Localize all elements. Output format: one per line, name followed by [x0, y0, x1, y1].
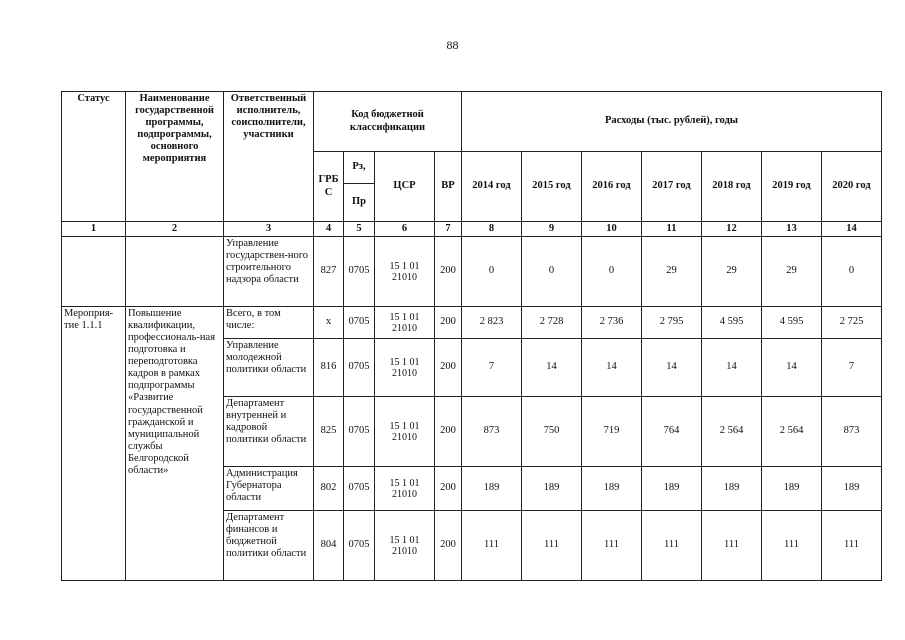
index-cell: 14: [822, 222, 882, 237]
value-cell: 2 736: [582, 307, 642, 339]
value-cell: 0: [462, 237, 522, 307]
value-cell: 4 595: [702, 307, 762, 339]
executor-cell: Управление молодежной политики области: [224, 339, 314, 397]
index-cell: 13: [762, 222, 822, 237]
value-cell: 189: [462, 467, 522, 511]
vr-cell: 200: [435, 237, 462, 307]
value-cell: 14: [762, 339, 822, 397]
header-year: 2017 год: [642, 152, 702, 222]
header-pr: Пр: [344, 184, 375, 222]
value-cell: 189: [762, 467, 822, 511]
index-cell: 10: [582, 222, 642, 237]
vr-cell: 200: [435, 339, 462, 397]
index-cell: 12: [702, 222, 762, 237]
grbs-cell: 802: [314, 467, 344, 511]
rzpr-cell: 0705: [344, 307, 375, 339]
executor-cell: Департамент финансов и бюджетной политики области: [224, 511, 314, 581]
csr-cell: 15 1 01 21010: [375, 339, 435, 397]
value-cell: 14: [582, 339, 642, 397]
index-cell: 8: [462, 222, 522, 237]
executor-cell: Администрация Губернатора области: [224, 467, 314, 511]
header-rz: Рз,: [344, 152, 375, 184]
value-cell: 111: [702, 511, 762, 581]
index-cell: 6: [375, 222, 435, 237]
header-budget-code: Код бюджетной классификации: [314, 92, 462, 152]
csr-cell: 15 1 01 21010: [375, 307, 435, 339]
value-cell: 111: [462, 511, 522, 581]
header-name: Наименование государственной программы, подпрограммы, основного мероприятия: [126, 92, 224, 222]
grbs-cell: 827: [314, 237, 344, 307]
executor-cell: Департамент внутренней и кадровой политики области: [224, 397, 314, 467]
value-cell: 111: [642, 511, 702, 581]
value-cell: 2 564: [762, 397, 822, 467]
header-status: Статус: [62, 92, 126, 222]
grbs-cell: х: [314, 307, 344, 339]
header-vr: ВР: [435, 152, 462, 222]
header-year: 2014 год: [462, 152, 522, 222]
status-cell: [62, 237, 126, 307]
value-cell: 29: [702, 237, 762, 307]
rzpr-cell: 0705: [344, 339, 375, 397]
value-cell: 189: [642, 467, 702, 511]
value-cell: 14: [702, 339, 762, 397]
value-cell: 111: [582, 511, 642, 581]
budget-table: [61, 91, 882, 581]
rzpr-cell: 0705: [344, 237, 375, 307]
value-cell: 189: [822, 467, 882, 511]
page-number: 88: [446, 38, 459, 52]
grbs-cell: 825: [314, 397, 344, 467]
value-cell: 14: [642, 339, 702, 397]
value-cell: 873: [462, 397, 522, 467]
csr-cell: 15 1 01 21010: [375, 467, 435, 511]
value-cell: 189: [702, 467, 762, 511]
value-cell: 2 564: [702, 397, 762, 467]
index-cell: 2: [126, 222, 224, 237]
index-cell: 1: [62, 222, 126, 237]
value-cell: 14: [522, 339, 582, 397]
grbs-cell: 804: [314, 511, 344, 581]
vr-cell: 200: [435, 511, 462, 581]
header-year: 2019 год: [762, 152, 822, 222]
index-cell: 5: [344, 222, 375, 237]
executor-cell: Управление государствен-ного строительного надзора области: [224, 237, 314, 307]
index-cell: 9: [522, 222, 582, 237]
vr-cell: 200: [435, 467, 462, 511]
value-cell: 750: [522, 397, 582, 467]
header-year: 2016 год: [582, 152, 642, 222]
rzpr-cell: 0705: [344, 467, 375, 511]
table-row: [62, 307, 882, 339]
value-cell: 4 595: [762, 307, 822, 339]
table-row: [62, 237, 882, 307]
value-cell: 111: [762, 511, 822, 581]
rzpr-cell: 0705: [344, 511, 375, 581]
value-cell: 764: [642, 397, 702, 467]
value-cell: 189: [522, 467, 582, 511]
header-year: 2018 год: [702, 152, 762, 222]
value-cell: 111: [522, 511, 582, 581]
value-cell: 0: [822, 237, 882, 307]
header-grbs: ГРБ С: [314, 152, 344, 222]
header-executor: Ответственный исполнитель, соисполнители, участники: [224, 92, 314, 222]
vr-cell: 200: [435, 307, 462, 339]
value-cell: 2 725: [822, 307, 882, 339]
value-cell: 0: [582, 237, 642, 307]
header-year: 2020 год: [822, 152, 882, 222]
value-cell: 719: [582, 397, 642, 467]
rzpr-cell: 0705: [344, 397, 375, 467]
value-cell: 2 823: [462, 307, 522, 339]
status-cell: Мероприя-тие 1.1.1: [62, 307, 126, 581]
header-year: 2015 год: [522, 152, 582, 222]
index-cell: 4: [314, 222, 344, 237]
value-cell: 2 728: [522, 307, 582, 339]
vr-cell: 200: [435, 397, 462, 467]
value-cell: 111: [822, 511, 882, 581]
value-cell: 7: [462, 339, 522, 397]
header-csr: ЦСР: [375, 152, 435, 222]
csr-cell: 15 1 01 21010: [375, 397, 435, 467]
name-cell: Повышение квалификации, профессиональ-ная подготовка и переподготовка кадров в рамках подпрограммы «Развитие государственной гражданской и муниципальной службы Белгородской области»: [126, 307, 224, 581]
name-cell: [126, 237, 224, 307]
value-cell: 7: [822, 339, 882, 397]
index-cell: 11: [642, 222, 702, 237]
value-cell: 0: [522, 237, 582, 307]
value-cell: 873: [822, 397, 882, 467]
executor-cell: Всего, в том числе:: [224, 307, 314, 339]
index-cell: 7: [435, 222, 462, 237]
value-cell: 29: [762, 237, 822, 307]
csr-cell: 15 1 01 21010: [375, 511, 435, 581]
index-cell: 3: [224, 222, 314, 237]
grbs-cell: 816: [314, 339, 344, 397]
csr-cell: 15 1 01 21010: [375, 237, 435, 307]
header-expenses: Расходы (тыс. рублей), годы: [462, 92, 882, 152]
value-cell: 189: [582, 467, 642, 511]
value-cell: 29: [642, 237, 702, 307]
value-cell: 2 795: [642, 307, 702, 339]
